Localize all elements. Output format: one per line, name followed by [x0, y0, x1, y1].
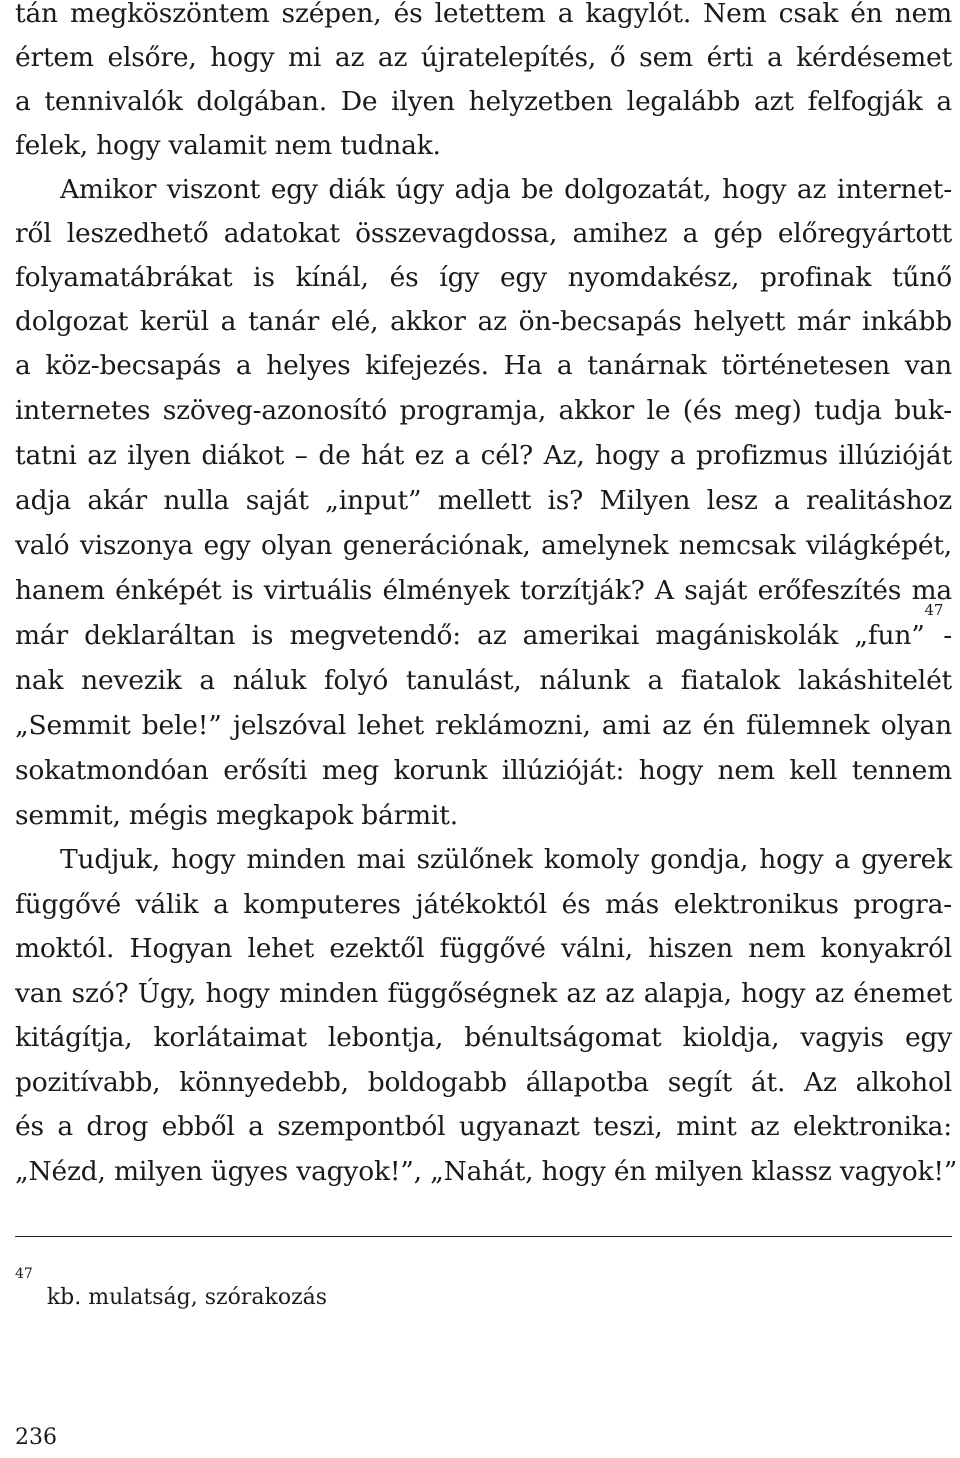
body-line: adja akár nulla saját „input” mellett is? Milyen lesz a realitáshoz	[15, 485, 952, 516]
body-line: „Semmit bele!” jelszóval lehet reklámozni, ami az én fülemnek olyan	[15, 710, 952, 741]
body-line: moktól. Hogyan lehet ezektől függővé válni, hiszen nem konyakról	[15, 933, 952, 964]
body-line: és a drog ebből a szempontból ugyanazt teszi, mint az elektronika:	[15, 1111, 952, 1142]
body-line: semmit, mégis megkapok bármit.	[15, 800, 458, 831]
body-line: nak nevezik a náluk folyó tanulást, nálunk a fiatalok lakáshitelét	[15, 665, 952, 696]
body-line: hanem énképét is virtuális élmények torzítják? A saját erőfeszítés ma	[15, 575, 952, 606]
footnote-reference[interactable]: 47	[924, 601, 944, 619]
body-line: „Nézd, milyen ügyes vagyok!”, „Nahát, hogy én milyen klassz vagyok!”	[15, 1156, 958, 1187]
body-line: függővé válik a komputeres játékoktól és más elektronikus progra-	[15, 889, 952, 920]
body-line: tán megköszöntem szépen, és letettem a kagylót. Nem csak én nem	[15, 0, 952, 29]
hyphen: -	[943, 620, 952, 651]
body-line-with-footnote	[15, 601, 952, 658]
body-line: a köz-becsapás a helyes kifejezés. Ha a tanárnak történetesen van	[15, 350, 952, 381]
footnote	[15, 1266, 328, 1318]
body-line: ről leszedhető adatokat összevagdossa, amihez a gép előregyártott	[15, 218, 952, 249]
body-line: folyamatábrákat is kínál, és így egy nyomdakész, profinak tűnő	[15, 262, 952, 293]
body-line: tatni az ilyen diákot – de hát ez a cél? Az, hogy a profizmus illúzióját	[15, 440, 952, 471]
footnote-number: 47	[15, 1266, 33, 1282]
body-line: dolgozat kerül a tanár elé, akkor az ön-becsapás helyett már inkább	[15, 306, 952, 337]
body-line: értem elsőre, hogy mi az az újratelepítés, ő sem érti a kérdésemet	[15, 42, 952, 73]
body-line: kitágítja, korlátaimat lebontja, bénultságomat kioldja, vagyis egy	[15, 1022, 952, 1053]
paragraph-first-line: Tudjuk, hogy minden mai szülőnek komoly gondja, hogy a gyerek	[60, 844, 952, 875]
page-number: 236	[15, 1425, 57, 1450]
footnote-text: kb. mulatság, szórakozás	[46, 1285, 328, 1310]
body-line: felek, hogy valamit nem tudnak.	[15, 130, 441, 161]
paragraph-first-line: Amikor viszont egy diák úgy adja be dolgozatát, hogy az internet-	[60, 174, 952, 205]
body-line-text: már deklaráltan is megvetendő: az amerikai magániskolák „fun”	[15, 620, 925, 651]
body-line: a tennivalók dolgában. De ilyen helyzetben legalább azt felfogják a	[15, 86, 952, 117]
body-line: internetes szöveg-azonosító programja, akkor le (és meg) tudja buk-	[15, 395, 952, 426]
body-line: van szó? Úgy, hogy minden függőségnek az az alapja, hogy az énemet	[15, 978, 952, 1009]
footnote-divider	[15, 1236, 952, 1237]
body-line: való viszonya egy olyan generációnak, amelynek nemcsak világképét,	[15, 530, 952, 561]
body-line: pozitívabb, könnyedebb, boldogabb állapotba segít át. Az alkohol	[15, 1067, 952, 1098]
body-line: sokatmondóan erősíti meg korunk illúzióját: hogy nem kell tennem	[15, 755, 952, 786]
